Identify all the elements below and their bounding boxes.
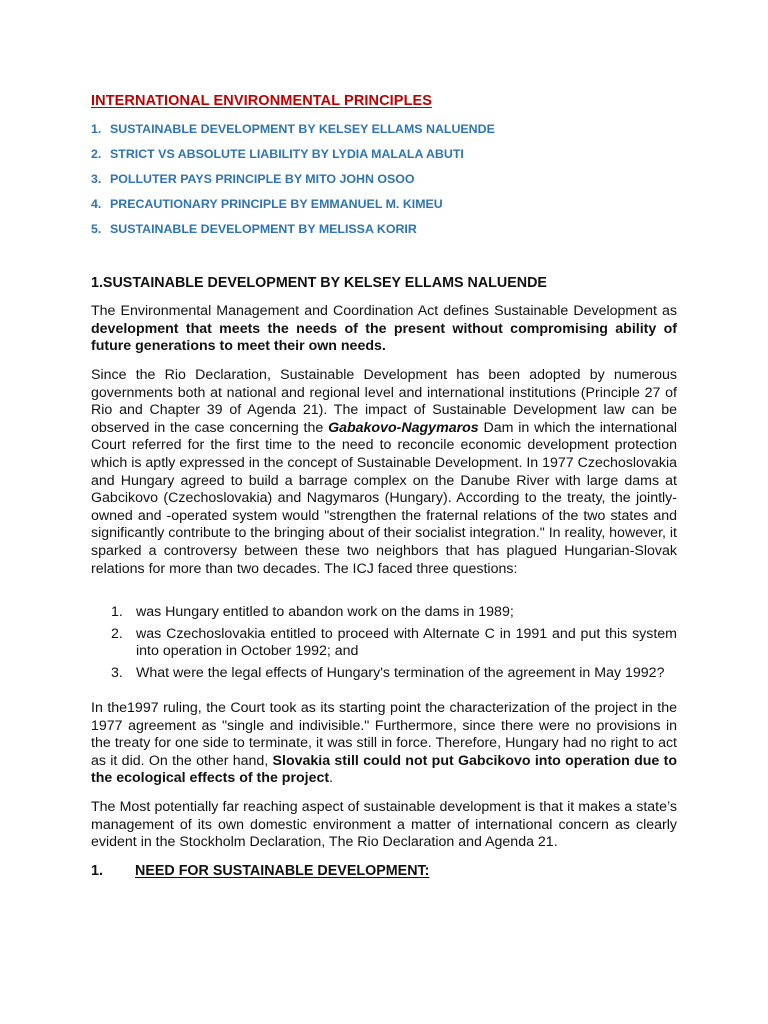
toc-item-label: STRICT VS ABSOLUTE LIABILITY BY LYDIA MALALA ABUTI — [110, 147, 464, 161]
paragraph-text: Dam in which the international Court referred for the first time to the need to reconcile economic development protection which is aptly expressed in the concept of Sustainable Development. In 1977 Czechoslovakia and Hungary agreed to build a barrage complex on the Danube River with large dams at Gabcikovo (Czechoslovakia) and Nagymaros (Hungary). According to the treaty, the jointly-owned and -operated system would "strengthen the fraternal relations of the two states and significantly contribute to the bringing about of their socialist integration." In reality, however, it sparked a controversy between these two neighbors that has plagued Hungarian-Slovak relations for more than two decades. The ICJ faced three questions: — [91, 419, 677, 577]
list-item — [91, 665, 677, 683]
toc-item-number: 1. — [91, 122, 102, 136]
paragraph-text: In the1997 ruling, the Court took as its starting point the characterization of the project in the 1977 agreement as "single and indivisible." Furthermore, since there were no provisions in the treaty for one side to terminate, it was still in force. Therefore, Hungary had no right to act as it did. On the other hand, — [91, 700, 677, 769]
paragraph-definition — [91, 303, 677, 356]
toc-item-number: 3. — [91, 172, 102, 186]
paragraph-ruling — [91, 700, 677, 788]
subsection-label: NEED FOR SUSTAINABLE DEVELOPMENT: — [135, 863, 430, 879]
paragraph-text: The Environmental Management and Coordination Act defines Sustainable Development as — [91, 303, 677, 319]
toc-item — [91, 197, 495, 222]
section-heading: 1.SUSTAINABLE DEVELOPMENT BY KELSEY ELLAMS NALUENDE — [91, 275, 547, 291]
icj-questions-list — [91, 604, 677, 686]
list-item-number: 3. — [111, 664, 123, 681]
subsection-number: 1. — [91, 863, 103, 879]
paragraph-text: Since the Rio Declaration, Sustainable Development has been adopted by numerous governments both at national and regional level and international institutions (Principle 27 of Rio and Chapter 39 of Agenda 21). The impact of Sustainable Development law can be observed in the case concerning the — [91, 367, 677, 436]
toc-item-label: POLLUTER PAYS PRINCIPLE BY MITO JOHN OSOO — [110, 172, 415, 186]
definition-bold-text: development that meets the needs of the present without compromising ability of future generations to meet their own needs. — [91, 320, 677, 355]
toc-item — [91, 147, 495, 172]
paragraph-far-reaching: The Most potentially far reaching aspect of sustainable development is that it makes a state’s management of its own domestic environment a matter of international concern as clearly evident in the Stockholm Declaration, The Rio Declaration and Agenda 21. — [91, 799, 677, 851]
toc-item-label: SUSTAINABLE DEVELOPMENT BY MELISSA KORIR — [110, 222, 417, 236]
list-item-text: was Hungary entitled to abandon work on the dams in 1989; — [136, 604, 514, 620]
table-of-contents — [91, 122, 495, 247]
toc-item-label: PRECAUTIONARY PRINCIPLE BY EMMANUEL M. KIMEU — [110, 197, 443, 211]
case-name: Gabakovo-Nagymaros — [328, 419, 479, 436]
toc-item — [91, 172, 495, 197]
list-item — [91, 626, 677, 661]
toc-item — [91, 122, 495, 147]
subsection-heading — [91, 863, 429, 879]
list-item — [91, 604, 677, 622]
list-item-text: was Czechoslovakia entitled to proceed with Alternate C in 1991 and put this system into operation in October 1992; and — [136, 625, 677, 660]
document-title: INTERNATIONAL ENVIRONMENTAL PRINCIPLES — [91, 93, 433, 109]
list-item-number: 1. — [111, 604, 123, 620]
paragraph-text: . — [329, 770, 334, 787]
toc-item-label: SUSTAINABLE DEVELOPMENT BY KELSEY ELLAMS NALUENDE — [110, 122, 495, 136]
toc-item-number: 2. — [91, 147, 102, 161]
list-item-text: What were the legal effects of Hungary's termination of the agreement in May 1992? — [136, 664, 665, 681]
toc-item-number: 5. — [91, 222, 102, 236]
paragraph-rio-declaration — [91, 367, 677, 578]
list-item-number: 2. — [111, 625, 123, 642]
ruling-bold-text: Slovakia still could not put Gabcikovo into operation due to the ecological effects of the project — [91, 752, 677, 787]
toc-item-number: 4. — [91, 197, 102, 211]
toc-item — [91, 222, 495, 247]
